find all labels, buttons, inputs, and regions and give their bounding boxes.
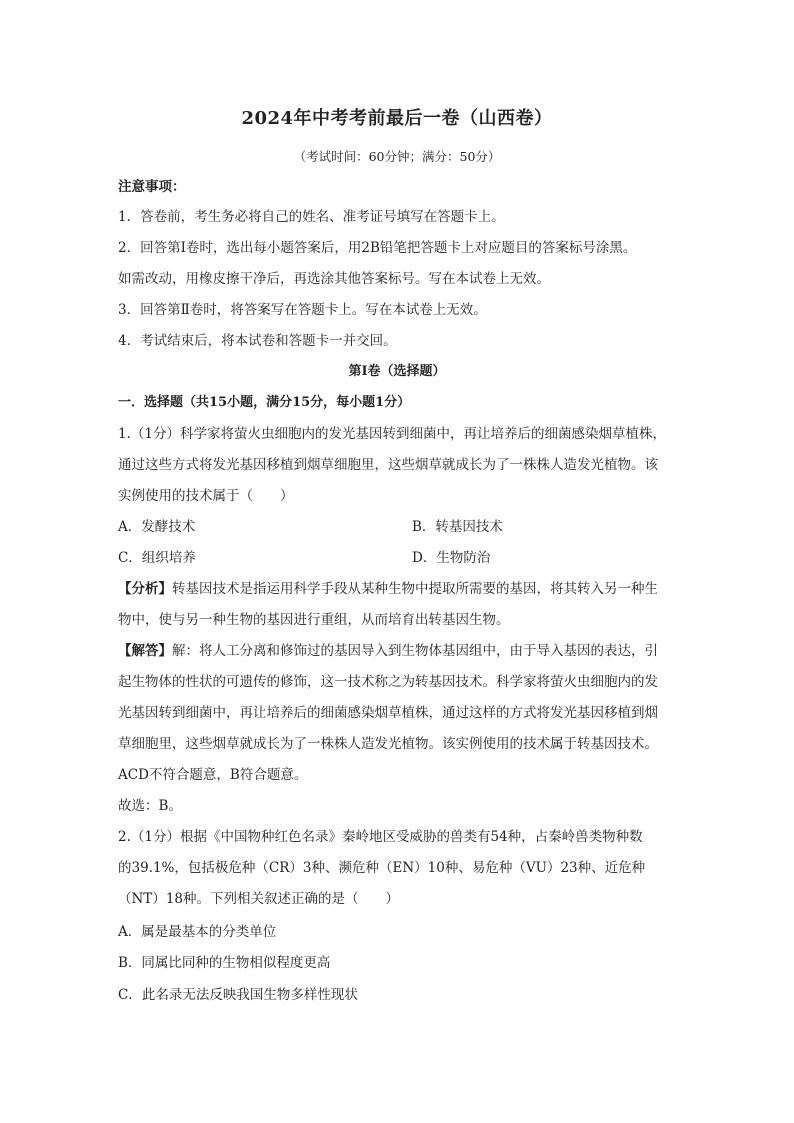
question-1-option-c: C．组织培养: [118, 550, 196, 566]
question-2-stem: 2.（1分）根据《中国物种红色名录》秦岭地区受威胁的兽类有54种，占秦岭兽类物种数: [118, 829, 643, 845]
notice-item: 1．答卷前，考生务必将自己的姓名、准考证号填写在答题卡上。: [118, 209, 505, 225]
question-1-analysis: [118, 579, 658, 599]
question-2-option-b: B．同属比同种的生物相似程度更高: [118, 955, 331, 971]
question-1-choice: 故选：B。: [118, 798, 182, 814]
section-title: 第Ⅰ卷（选择题）: [348, 364, 446, 379]
question-2-stem: 的39.1%，包括极危种（CR）3种、濒危种（EN）10种、易危种（VU）23种、近危种: [118, 860, 646, 876]
question-1-option-b: B．转基因技术: [412, 519, 503, 535]
part-heading: 一．选择题（共15小题，满分15分，每小题1分）: [118, 395, 411, 410]
notice-item: 如需改动，用橡皮擦干净后，再选涂其他答案标号。写在本试卷上无效。: [118, 271, 550, 287]
question-1-answer: 光基因转到细菌中，再让培养后的细菌感染烟草植株，通过这样的方式将发光基因移植到烟: [118, 705, 658, 721]
question-2-option-a: A．属是最基本的分类单位: [118, 924, 277, 940]
question-2-option-c: C．此名录无法反映我国生物多样性现状: [118, 987, 358, 1003]
analysis-text: 转基因技术是指运用科学手段从某种生物中提取所需要的基因，将其转入另一种生: [172, 581, 658, 597]
question-1-answer: 起生物体的性状的可遗传的修饰，这一技术称之为转基因技术。科学家将萤火虫细胞内的发: [118, 674, 658, 690]
exam-duration-note: （考试时间：60分钟；满分：50分）: [293, 149, 501, 164]
notice-item: 3．回答第Ⅱ卷时，将答案写在答题卡上。写在本试卷上无效。: [118, 302, 487, 318]
answer-text: 解：将人工分离和修饰过的基因导入到生物体基因组中，由于导入基因的表达，引: [172, 643, 658, 659]
question-1-stem: 实例使用的技术属于（ ）: [118, 488, 294, 504]
page-title: 2024年中考考前最后一卷（山西卷）: [241, 108, 553, 129]
question-1-analysis: 物中，使与另一种生物的基因进行重组，从而培育出转基因生物。: [118, 612, 510, 628]
answer-tag: 【解答】: [118, 643, 172, 659]
question-2-stem: （NT）18种。下列相关叙述正确的是（ ）: [118, 891, 399, 907]
question-1-answer: [118, 641, 658, 661]
analysis-tag: 【分析】: [118, 581, 172, 597]
question-1-option-d: D．生物防治: [412, 550, 491, 566]
question-1-stem: 1.（1分）科学家将萤火虫细胞内的发光基因转到细菌中，再让培养后的细菌感染烟草植株，: [118, 426, 666, 442]
question-1-stem: 通过这些方式将发光基因移植到烟草细胞里，这些烟草就成长为了一株株人造发光植物。该: [118, 457, 658, 473]
question-1-answer: ACD不符合题意，B符合题意。: [118, 767, 308, 783]
notice-item: 2．回答第Ⅰ卷时，选出每小题答案后，用2B铅笔把答题卡上对应题目的答案标号涂黑。: [118, 240, 637, 256]
notice-heading: 注意事项：: [118, 179, 186, 195]
question-1-answer: 草细胞里，这些烟草就成长为了一株株人造发光植物。该实例使用的技术属于转基因技术。: [118, 736, 658, 752]
question-1-option-a: A．发酵技术: [118, 519, 196, 535]
notice-item: 4．考试结束后，将本试卷和答题卡一并交回。: [118, 333, 397, 349]
